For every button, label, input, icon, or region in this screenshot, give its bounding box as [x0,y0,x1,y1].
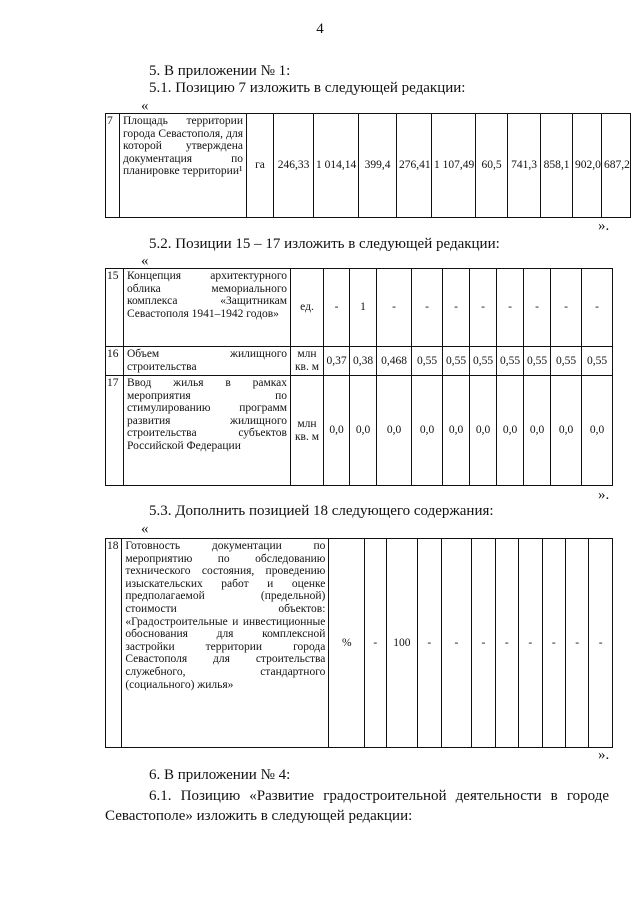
section-5-3-heading: 5.3. Дополнить позицией 18 следующего содержания: [149,503,494,519]
value-cell: 0,37 [324,347,350,376]
value-cell: 0,0 [443,376,470,486]
unit-cell: млн кв. м [291,347,324,376]
value-cell: - [495,539,518,748]
value-cell: - [519,539,542,748]
value-cell: 0,0 [350,376,377,486]
close-quote-1: ». [598,218,610,234]
value-cell: - [324,269,350,347]
value-cell: 100 [386,539,418,748]
table-position-7 [105,113,631,218]
value-cell: 0,55 [524,347,551,376]
open-quote-3: « [141,521,149,537]
value-cell: - [441,539,472,748]
row-number: 7 [106,114,120,218]
value-cell: 0,468 [377,347,412,376]
value-cell: - [589,539,613,748]
value-cell: 0,55 [497,347,524,376]
value-cell: - [365,539,386,748]
value-cell: - [582,269,613,347]
table-row [106,539,613,748]
table-positions-15-17 [105,268,613,486]
value-cell: 0,55 [551,347,582,376]
value-cell: 0,0 [582,376,613,486]
unit-cell: млн кв. м [291,376,324,486]
table-row [106,347,613,376]
value-cell: - [418,539,441,748]
value-cell: 1 014,14 [314,114,359,218]
table-row [106,269,613,347]
value-cell: 276,41 [397,114,432,218]
value-cell: 0,38 [350,347,377,376]
page-number: 4 [316,21,324,37]
indicator-name: Объем жилищного строительства [124,347,291,376]
value-cell: 1 107,49 [432,114,476,218]
value-cell: - [377,269,412,347]
unit-cell: ед. [291,269,324,347]
value-cell: 0,55 [412,347,443,376]
row-number: 16 [106,347,124,376]
value-cell: - [470,269,497,347]
value-cell: 246,33 [274,114,314,218]
row-number: 15 [106,269,124,347]
indicator-name: Концепция архитектурного облика мемориального комплекса «Защитникам Севастополя 1941–1942 годов» [124,269,291,347]
section-5-heading: 5. В приложении № 1: [149,63,291,79]
table-row [106,376,613,486]
value-cell: 399,4 [359,114,397,218]
value-cell: 0,0 [412,376,443,486]
value-cell: 0,55 [443,347,470,376]
open-quote-2: « [141,253,149,269]
value-cell: 902,0 [573,114,602,218]
row-number: 18 [106,539,122,748]
unit-cell: га [247,114,274,218]
value-cell: 60,5 [476,114,508,218]
value-cell: 1 [350,269,377,347]
value-cell: - [551,269,582,347]
value-cell: 0,55 [470,347,497,376]
value-cell: - [472,539,495,748]
value-cell: 0,0 [324,376,350,486]
value-cell: 0,55 [582,347,613,376]
section-5-2-heading: 5.2. Позиции 15 – 17 изложить в следующей редакции: [149,236,500,252]
open-quote-1: « [141,98,149,114]
value-cell: 0,0 [524,376,551,486]
table-position-18 [105,538,613,748]
value-cell: - [412,269,443,347]
unit-cell: % [329,539,365,748]
close-quote-2: ». [598,487,610,503]
value-cell: 0,0 [551,376,582,486]
value-cell: - [565,539,588,748]
value-cell: 858,1 [541,114,573,218]
value-cell: - [497,269,524,347]
section-5-1-heading: 5.1. Позицию 7 изложить в следующей редакции: [149,80,466,96]
section-6-1-paragraph: 6.1. Позицию «Развитие градостроительной деятельности в городе Севастополе» изложить в следующей редакции: [105,788,609,824]
close-quote-3: ». [598,747,610,763]
table-row [106,114,631,218]
value-cell: 0,0 [377,376,412,486]
value-cell: - [443,269,470,347]
value-cell: 741,3 [508,114,541,218]
section-6-heading: 6. В приложении № 4: [149,767,291,783]
indicator-name: Готовность документации по мероприятию по обследованию технического состояния, проведению изыскательских работ и оценке предполагаемой (предельной) стоимости объектов: «Градостроительные и инвестиционные обоснования для комплексной застройки территории города Севастополя для строительства служебного, стандартного (социального) жилья» [122,539,329,748]
value-cell: - [542,539,565,748]
value-cell: 0,0 [470,376,497,486]
row-number: 17 [106,376,124,486]
value-cell: 0,0 [497,376,524,486]
indicator-name: Ввод жилья в рамках мероприятия по стимулированию программ развития жилищного строительства субъектов Российской Федерации [124,376,291,486]
indicator-name: Площадь территории города Севастополя, для которой утверждена документация по планировке территории¹ [120,114,247,218]
value-cell: 687,2 [602,114,631,218]
value-cell: - [524,269,551,347]
